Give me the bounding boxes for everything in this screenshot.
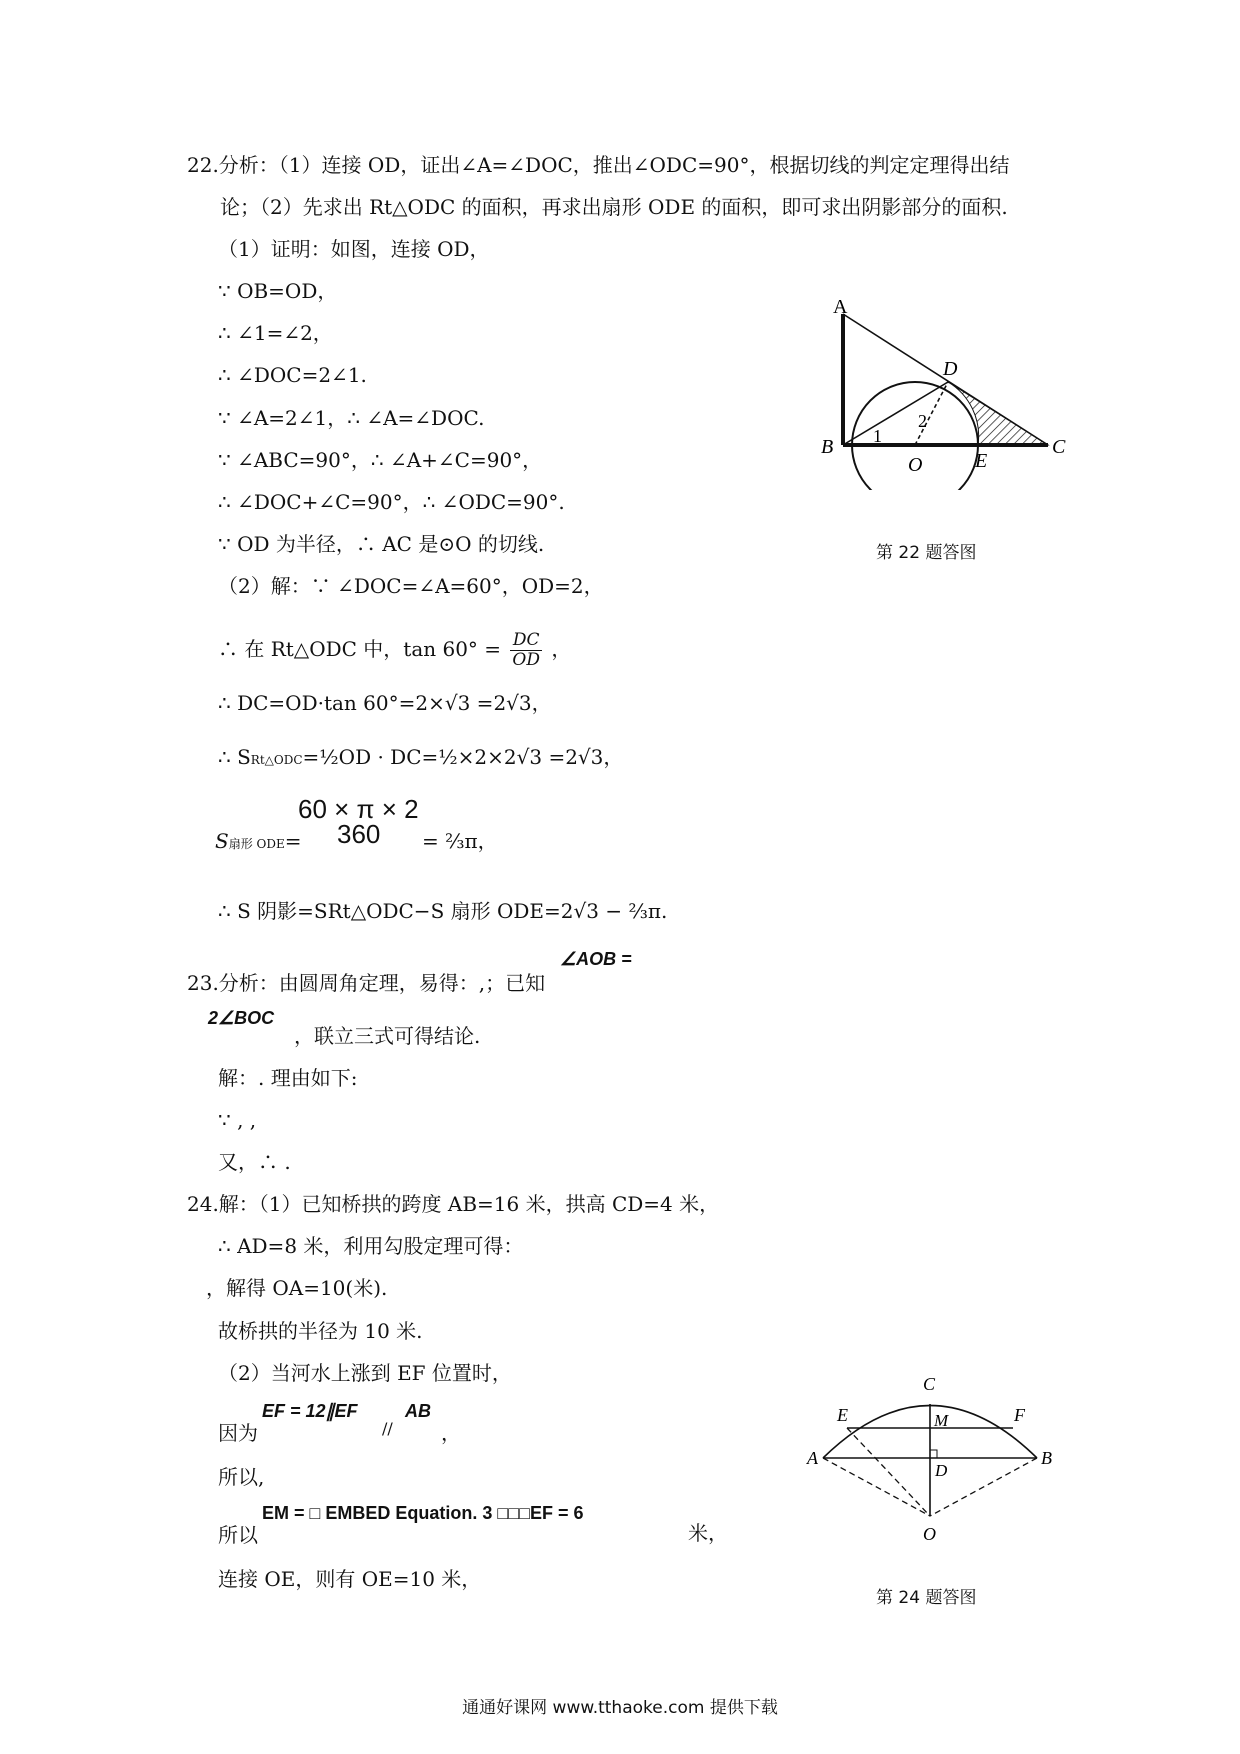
q22-step5: ∵ ∠ABC=90°，∴ ∠A+∠C=90°， <box>218 448 543 472</box>
q23-solution-line2: ∵ , , <box>218 1108 257 1132</box>
fig24-label-C: C <box>923 1374 936 1394</box>
q24-line1: 24.解：（1）已知桥拱的跨度 AB=16 米，拱高 CD=4 米， <box>187 1192 720 1216</box>
fig22-label-O: O <box>908 454 923 476</box>
q24-line7: 所以, <box>218 1465 265 1489</box>
fig24-label-O: O <box>923 1524 936 1544</box>
q22-tan-suffix: ， <box>551 637 572 661</box>
q22-step7: ∵ OD 为半径，∴ AC 是⊙O 的切线. <box>218 532 545 556</box>
q24-line4: 故桥拱的半径为 10 米. <box>218 1319 423 1343</box>
q22-shaded-area: ∴ S 阴影=SRt△ODC−S 扇形 ODE=2√3 − ⅔π. <box>218 899 668 923</box>
q22-sector-formula-image-bottom: 360 <box>337 819 381 849</box>
q23-solution-line3: 又，∴ . <box>218 1150 291 1174</box>
fig22-label-B: B <box>821 436 834 458</box>
q22-tan-denominator: OD <box>512 650 540 670</box>
q24-figure-caption: 第 24 题答图 <box>876 1588 977 1608</box>
q23-image-boc: 2∠BOC <box>208 1008 275 1028</box>
q22-figure-caption: 第 22 题答图 <box>876 543 977 563</box>
q24-line5: （2）当河水上涨到 EF 位置时， <box>218 1361 512 1385</box>
fig24-label-M: M <box>934 1411 949 1430</box>
q22-sector-s: S <box>215 829 229 853</box>
fig22-label-A: A <box>833 300 848 318</box>
q22-area-subscript: Rt△ODC <box>250 753 303 767</box>
fig24-label-D: D <box>935 1461 948 1480</box>
q22-sector-formula-image-top: 60 × π × 2 <box>298 794 419 824</box>
fig24-label-B: B <box>1041 1448 1052 1468</box>
q24-because-suffix: ， <box>441 1421 461 1445</box>
q22-figure <box>818 300 1078 490</box>
q24-line3: ，解得 OA=10(米). <box>206 1276 388 1300</box>
q22-analysis-line1: 22.分析：（1）连接 OD，证出∠A=∠DOC，推出∠ODC=90°，根据切线的判定定理得出结 <box>187 153 1010 177</box>
q24-image-ef: EF = 12∥EF <box>262 1401 358 1421</box>
q22-area-prefix: ∴ S <box>218 745 251 769</box>
q22-step1: ∵ OB=OD， <box>218 279 338 303</box>
q24-line9: 连接 OE，则有 OE=10 米， <box>218 1567 482 1591</box>
q22-tan-fraction <box>510 631 542 670</box>
q24-image-em: EM = □ EMBED Equation. 3 □□□EF = 6 <box>262 1503 584 1523</box>
q22-area-expression: =½OD · DC=½×2×2√3 =2√3， <box>302 745 624 769</box>
q22-tan-prefix: ∴ 在 Rt△ODC 中，tan 60° = <box>218 637 502 661</box>
q22-sector-result: = ⅔π， <box>422 829 498 853</box>
q22-step6: ∴ ∠DOC+∠C=90°，∴ ∠ODC=90°. <box>218 490 565 514</box>
q23-solution-line1: 解：. 理由如下: <box>218 1066 358 1090</box>
fig22-label-angle2: 2 <box>918 411 927 431</box>
fig24-label-A: A <box>807 1448 818 1468</box>
q24-line2: ∴ AD=8 米，利用勾股定理可得： <box>218 1234 524 1258</box>
q23-image-aob: ∠AOB = <box>560 949 632 969</box>
q22-tan-equation <box>218 626 571 672</box>
q22-dc-equation: ∴ DC=OD·tan 60°=2×√3 =2√3， <box>218 691 552 715</box>
fig22-label-angle1: 1 <box>873 426 882 446</box>
q22-step3: ∴ ∠DOC=2∠1. <box>218 363 367 387</box>
q22-tan-numerator: DC <box>510 631 542 651</box>
q23-analysis-line2: ，联立三式可得结论. <box>294 1024 481 1048</box>
q24-because: 因为 <box>218 1421 258 1445</box>
q22-area-triangle <box>218 744 623 773</box>
q22-step4: ∵ ∠A=2∠1，∴ ∠A=∠DOC. <box>218 406 485 430</box>
q22-sector-subscript: 扇形 ODE <box>228 837 285 851</box>
q22-sector-label: S扇形 ODE= <box>215 829 302 853</box>
q24-image-ab: AB <box>405 1401 431 1421</box>
fig24-label-E: E <box>837 1405 848 1425</box>
fig22-label-E: E <box>975 450 988 472</box>
q23-analysis-line1: 23.分析：由圆周角定理，易得：,；已知 <box>187 971 546 995</box>
q22-part1-heading: （1）证明：如图，连接 OD， <box>218 237 490 261</box>
fig24-label-F: F <box>1014 1405 1025 1425</box>
q22-step2: ∴ ∠1=∠2， <box>218 321 333 345</box>
q24-therefore: 所以 <box>218 1523 258 1547</box>
q24-therefore-suffix: 米， <box>688 1521 728 1545</box>
q24-figure <box>805 1368 1065 1548</box>
q22-part2-heading: （2）解：∵ ∠DOC=∠A=60°，OD=2， <box>218 574 604 598</box>
fig22-label-C: C <box>1052 436 1066 458</box>
fig22-label-D: D <box>943 358 958 380</box>
page-footer: 通通好课网 www.tthaoke.com 提供下载 <box>462 1698 778 1718</box>
q22-analysis-line2: 论；（2）先求出 Rt△ODC 的面积，再求出扇形 ODE 的面积，即可求出阴影部分的面积. <box>220 195 1008 219</box>
